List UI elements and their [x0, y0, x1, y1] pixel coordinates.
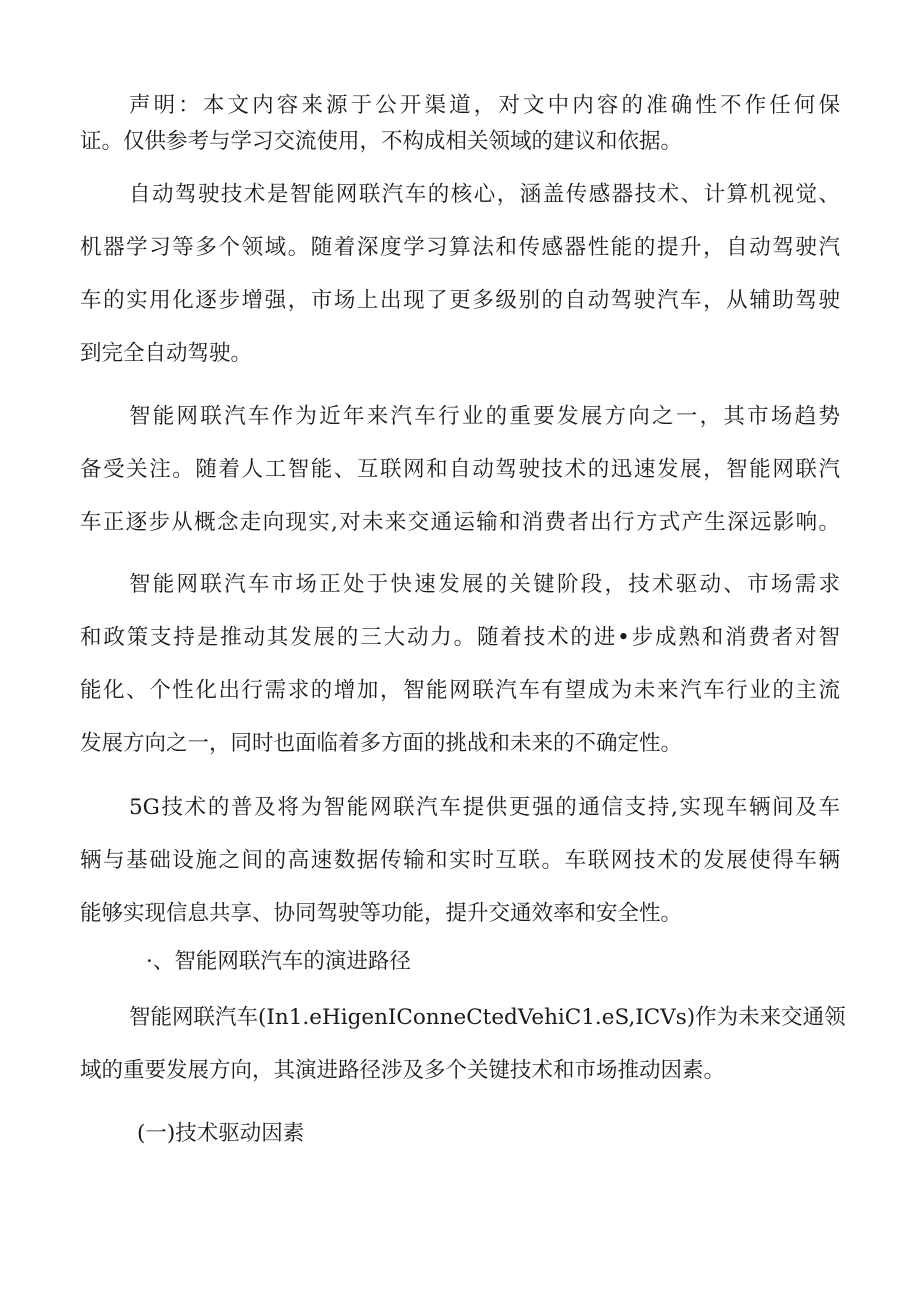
paragraph-line: 5G技术的普及将为智能网联汽车提供更强的通信支持,实现车辆间及车: [129, 795, 840, 820]
body-paragraph: [80, 168, 840, 380]
paragraph-line: 自动驾驶技术是智能网联汽车的核心，涵盖传感器技术、计算机视觉、: [129, 182, 840, 207]
paragraph-line: 备受关注。随着人工智能、互联网和自动驾驶技术的迅速发展，智能网联汽: [80, 457, 840, 482]
paragraph-line: 到完全自动驾驶。: [80, 341, 253, 366]
body-paragraph: [80, 781, 840, 940]
paragraph-line: 机器学习等多个领域。随着深度学习算法和传感器性能的提升，自动驾驶汽: [80, 235, 840, 260]
paragraph-line: 能够实现信息共享、协同驾驶等功能，提升交通效率和安全性。: [80, 901, 683, 926]
section-heading-block: [146, 935, 846, 988]
body-paragraph: [80, 390, 840, 549]
disclaimer-line: 证。仅供参考与学习交流使用，不构成相关领域的建议和依据。: [80, 129, 683, 154]
disclaimer-line: 声明：本文内容来源于公开渠道，对文中内容的准确性不作任何保: [129, 93, 840, 118]
section-heading: ·、智能网联汽车的演进路径: [146, 949, 411, 974]
paragraph-line: 域的重要发展方向，其演进路径涉及多个关键技术和市场推动因素。: [80, 1058, 726, 1083]
section-intro-paragraph: [80, 991, 846, 1097]
paragraph-line: 车正逐步从概念走向现实,对未来交通运输和消费者出行方式产生深远影响。: [80, 510, 840, 535]
paragraph-line: 发展方向之一，同时也面临着多方面的挑战和未来的不确定性。: [80, 731, 683, 756]
paragraph-line: 辆与基础设施之间的高速数据传输和实时互联。车联网技术的发展使得车辆: [80, 848, 840, 873]
disclaimer-paragraph: [80, 88, 840, 160]
paragraph-line: 智能网联汽车市场正处于快速发展的关键阶段，技术驱动、市场需求: [129, 572, 840, 597]
paragraph-line: 和政策支持是推动其发展的三大动力。随着技术的进•步成熟和消费者对智: [80, 625, 840, 650]
subsection-heading: (一)技术驱动因素: [137, 1121, 305, 1146]
subsection-heading-block: [137, 1107, 837, 1160]
paragraph-line: 智能网联汽车(In1.eHigenIConneCtedVehiC1.eS,ICVs)作为未来交通领: [129, 1005, 846, 1030]
paragraph-line: 车的实用化逐步增强，市场上出现了更多级别的自动驾驶汽车，从辅助驾驶: [80, 288, 840, 313]
body-paragraph: [80, 558, 840, 770]
paragraph-line: 能化、个性化出行需求的增加，智能网联汽车有望成为未来汽车行业的主流: [80, 678, 840, 703]
paragraph-line: 智能网联汽车作为近年来汽车行业的重要发展方向之一，其市场趋势: [129, 404, 840, 429]
